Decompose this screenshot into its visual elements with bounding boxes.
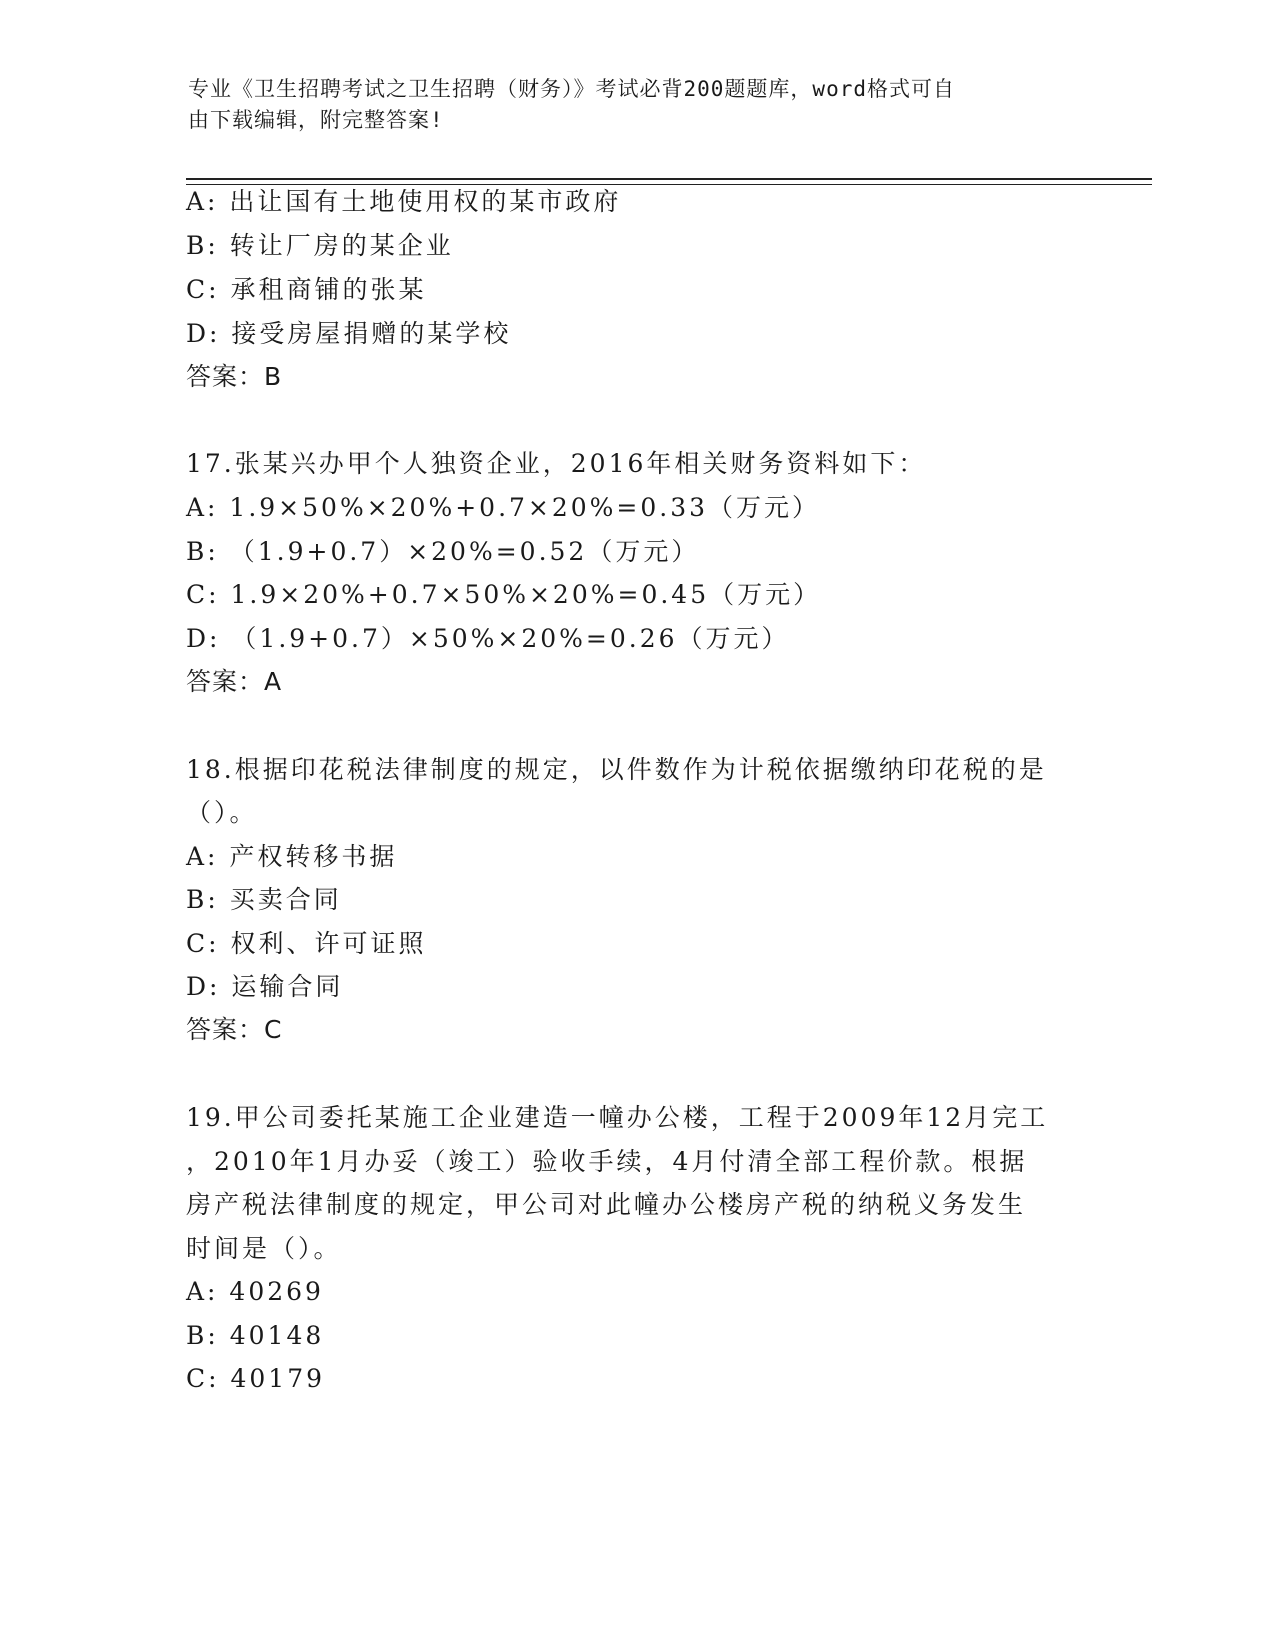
q17-option-b: B: （1.9+0.7）×20%=0.52（万元） [186, 537, 700, 566]
header-divider-thin [186, 184, 1152, 185]
q19-option-a: A: 40269 [186, 1277, 324, 1306]
q16-option-a: A: 出让国有土地使用权的某市政府 [186, 187, 622, 216]
q18-stem-line-2: （）。 [186, 798, 258, 827]
q19-stem-line-4: 时间是（）。 [186, 1234, 342, 1263]
q19-stem-line-1: 19.甲公司委托某施工企业建造一幢办公楼，工程于2009年12月完工 [186, 1103, 1049, 1132]
q17-stem: 17.张某兴办甲个人独资企业，2016年相关财务资料如下： [186, 449, 927, 478]
q18-option-c: C: 权利、许可证照 [186, 929, 427, 958]
q18-option-b: B: 买卖合同 [186, 885, 342, 914]
q16-option-c: C: 承租商铺的张某 [186, 275, 427, 304]
q17-option-d: D: （1.9+0.7）×50%×20%=0.26（万元） [186, 624, 790, 653]
q18-answer: 答案：C [186, 1015, 283, 1044]
q18-option-a: A: 产权转移书据 [186, 842, 398, 871]
q17-option-a: A: 1.9×50%×20%+0.7×20%=0.33（万元） [186, 493, 821, 522]
q18-stem-line-1: 18.根据印花税法律制度的规定，以件数作为计税依据缴纳印花税的是 [186, 755, 1047, 784]
q16-answer: 答案：B [186, 362, 283, 391]
header-line-2: 由下载编辑，附完整答案! [188, 108, 444, 132]
q19-stem-line-2: ，2010年1月办妥（竣工）验收手续，4月付清全部工程价款。根据 [186, 1147, 1028, 1176]
document-header [188, 74, 1068, 136]
q19-option-b: B: 40148 [186, 1321, 325, 1350]
q18-option-d: D: 运输合同 [186, 972, 344, 1001]
q19-stem-line-3: 房产税法律制度的规定，甲公司对此幢办公楼房产税的纳税义务发生 [186, 1190, 1027, 1219]
q16-option-b: B: 转让厂房的某企业 [186, 231, 454, 260]
q19-option-c: C: 40179 [186, 1364, 326, 1393]
q17-answer: 答案：A [186, 667, 283, 696]
q16-option-d: D: 接受房屋捐赠的某学校 [186, 319, 512, 348]
header-divider-thick [186, 178, 1152, 180]
q17-option-c: C: 1.9×20%+0.7×50%×20%=0.45（万元） [186, 580, 822, 609]
header-line-1: 专业《卫生招聘考试之卫生招聘（财务）》考试必背200题题库，word格式可自 [188, 77, 955, 101]
